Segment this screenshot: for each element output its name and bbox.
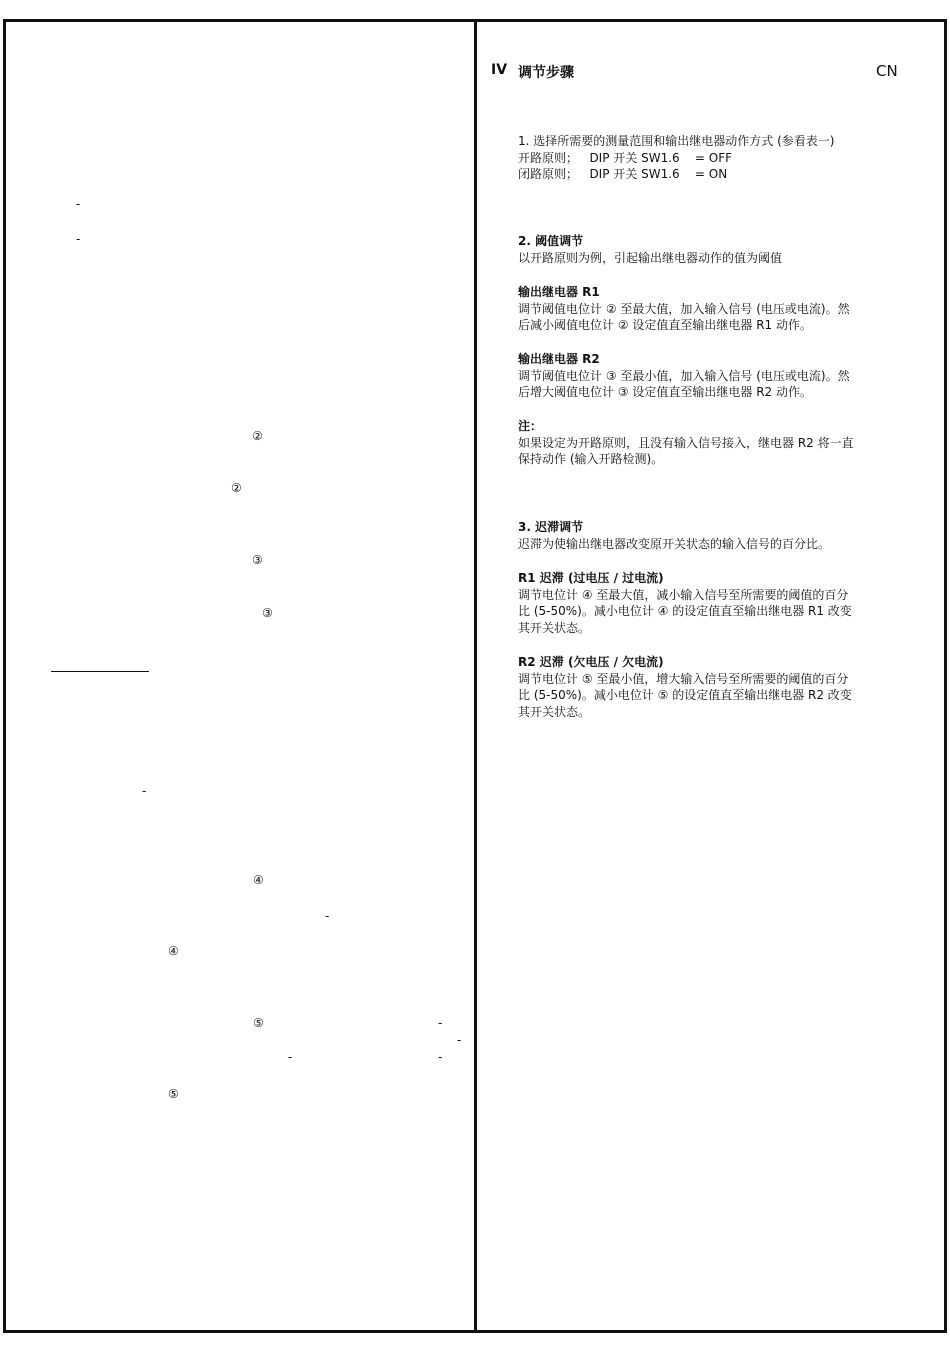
step3-heading-block	[518, 519, 918, 552]
column-divider	[474, 19, 477, 1333]
step2-r2-title: 输出继电器 R2	[518, 352, 600, 366]
step2-r1-line: 调节阈值电位计 ② 至最大值，加入输入信号 (电压或电流)。然	[518, 301, 850, 316]
left-dash-mark: -	[438, 1050, 443, 1064]
step1-block	[518, 133, 918, 183]
step2-heading: 2. 阈值调节	[518, 234, 584, 248]
left-circled-number: ③	[252, 553, 263, 567]
step3-r1-line: 调节电位计 ④ 至最大值，减小输入信号至所需要的阈值的百分	[518, 587, 849, 602]
left-dash-mark: -	[288, 1050, 293, 1064]
left-circled-number: ⑤	[168, 1087, 179, 1101]
left-dash-mark: -	[457, 1033, 462, 1047]
step2-r1-line: 后减小阈值电位计 ② 设定值直至输出继电器 R1 动作。	[518, 318, 812, 332]
left-circled-number: ④	[253, 873, 264, 887]
step3-r2-line: 调节电位计 ⑤ 至最小值，增大输入信号至所需要的阈值的百分	[518, 671, 849, 686]
left-dash-mark: -	[142, 784, 147, 798]
left-dash-mark: -	[325, 909, 330, 923]
step3-intro: 迟滞为使输出继电器改变原开关状态的输入信号的百分比。	[518, 536, 831, 551]
step3-r1-line: 比 (5-50%)。减小电位计 ④ 的设定值直至输出继电器 R1 改变	[518, 604, 852, 618]
step2-note-line: 如果设定为开路原则，且没有输入信号接入，继电器 R2 将一直	[518, 435, 854, 450]
step3-r1-title: R1 迟滞 (过电压 / 过电流)	[518, 571, 664, 585]
left-circled-number: ④	[168, 944, 179, 958]
left-dash-mark: -	[438, 1016, 443, 1030]
step2-r1-title: 输出继电器 R1	[518, 285, 600, 299]
step2-r1-block	[518, 284, 918, 334]
left-underline-rule	[51, 671, 149, 672]
step3-r2-title: R2 迟滞 (欠电压 / 欠电流)	[518, 655, 664, 669]
step2-r2-block	[518, 351, 918, 401]
step2-intro: 以开路原则为例，引起输出继电器动作的值为阈值	[518, 250, 783, 265]
section-title: 调节步骤	[518, 65, 574, 81]
step2-r2-line: 后增大阈值电位计 ③ 设定值直至输出继电器 R2 动作。	[518, 385, 812, 399]
left-circled-number: ⑤	[253, 1016, 264, 1030]
step3-r2-line: 其开关状态。	[518, 704, 591, 719]
step1-open-principle: 开路原则； DIP 开关 SW1.6 = OFF	[518, 150, 733, 165]
left-circled-number: ②	[231, 481, 242, 495]
left-circled-number: ②	[252, 429, 263, 443]
step3-r1-line: 其开关状态。	[518, 620, 591, 635]
step3-heading: 3. 迟滞调节	[518, 520, 584, 534]
step2-note-title: 注：	[518, 419, 543, 433]
step3-r1-block	[518, 570, 918, 636]
step2-r2-line: 调节阈值电位计 ③ 至最小值，加入输入信号 (电压或电流)。然	[518, 368, 850, 383]
step3-r2-line: 比 (5-50%)。减小电位计 ⑤ 的设定值直至输出继电器 R2 改变	[518, 688, 852, 702]
step1-heading: 1. 选择所需要的测量范围和输出继电器动作方式 (参看表一)	[518, 134, 835, 148]
step1-closed-principle: 闭路原则； DIP 开关 SW1.6 = ON	[518, 167, 728, 181]
left-dash-mark: -	[76, 197, 81, 211]
step2-note-block	[518, 418, 918, 468]
left-circled-number: ③	[262, 606, 273, 620]
step2-heading-block	[518, 233, 918, 266]
step3-r2-block	[518, 654, 918, 720]
left-dash-mark: -	[76, 232, 81, 246]
step2-note-line: 保持动作 (输入开路检测)。	[518, 452, 664, 466]
section-number: IV	[491, 62, 508, 78]
language-code: CN	[876, 62, 898, 80]
